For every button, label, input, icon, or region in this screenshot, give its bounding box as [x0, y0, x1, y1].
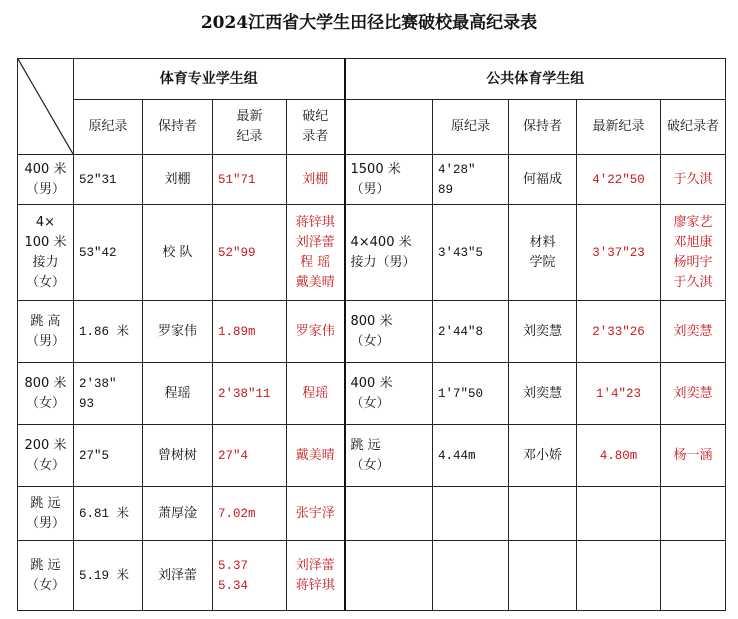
event-cell: 跳 远 （女） [18, 541, 74, 611]
breaker-cell: 张宇泽 [287, 487, 345, 541]
latest-record-cell [577, 487, 661, 541]
original-record-cell: 1′7″50 [433, 363, 509, 425]
col-header-original-record: 原纪录 [74, 100, 143, 155]
holder-cell: 校 队 [143, 205, 213, 301]
holder-cell: 曾树树 [143, 425, 213, 487]
holder-cell: 刘奕慧 [509, 363, 577, 425]
diagonal-header-cell [18, 59, 74, 155]
original-record-cell: 27″5 [74, 425, 143, 487]
breaker-cell: 杨一涵 [661, 425, 726, 487]
holder-cell: 刘棚 [143, 155, 213, 205]
latest-record-cell: 51″71 [213, 155, 287, 205]
col-header-latest-record: 最新 纪录 [213, 100, 287, 155]
page-title: 2024江西省大学生田径比赛破校最高纪录表 [200, 13, 538, 33]
breaker-cell: 刘棚 [287, 155, 345, 205]
latest-record-cell: 4.80m [577, 425, 661, 487]
holder-cell: 萧厚淦 [143, 487, 213, 541]
col-header-original-record: 原纪录 [433, 100, 509, 155]
breaker-cell: 刘奕慧 [661, 301, 726, 363]
group-header-public: 公共体育学生组 [345, 59, 726, 100]
original-record-cell [433, 541, 509, 611]
event-cell: 800 米 （女） [18, 363, 74, 425]
holder-cell: 程瑶 [143, 363, 213, 425]
breaker-cell: 罗家伟 [287, 301, 345, 363]
holder-cell [509, 541, 577, 611]
breaker-cell [661, 487, 726, 541]
group-header-professional: 体育专业学生组 [74, 59, 345, 100]
breaker-cell: 程瑶 [287, 363, 345, 425]
latest-record-cell: 52″99 [213, 205, 287, 301]
event-cell [345, 487, 433, 541]
holder-cell: 刘泽蕾 [143, 541, 213, 611]
event-cell: 4×400 米 接力（男） [345, 205, 433, 301]
holder-cell [509, 487, 577, 541]
latest-record-cell: 1.89m [213, 301, 287, 363]
table-row [18, 301, 726, 363]
holder-cell: 何福成 [509, 155, 577, 205]
col-header-event [345, 100, 433, 155]
event-cell: 400 米 （女） [345, 363, 433, 425]
event-cell: 跳 远 （女） [345, 425, 433, 487]
diagonal-line-icon [18, 59, 73, 154]
event-cell: 跳 高 （男） [18, 301, 74, 363]
original-record-cell: 2′44″8 [433, 301, 509, 363]
original-record-cell: 3′43″5 [433, 205, 509, 301]
latest-record-cell: 4′22″50 [577, 155, 661, 205]
breaker-cell: 刘泽蕾 蒋锌琪 [287, 541, 345, 611]
col-header-latest-record: 最新纪录 [577, 100, 661, 155]
table-row [18, 155, 726, 205]
table-row [18, 541, 726, 611]
event-cell [345, 541, 433, 611]
breaker-cell: 戴美晴 [287, 425, 345, 487]
original-record-cell: 52″31 [74, 155, 143, 205]
latest-record-cell: 5.37 5.34 [213, 541, 287, 611]
col-header-holder: 保持者 [143, 100, 213, 155]
holder-cell: 刘奕慧 [509, 301, 577, 363]
original-record-cell: 4.44m [433, 425, 509, 487]
col-header-holder: 保持者 [509, 100, 577, 155]
event-cell: 1500 米 （男） [345, 155, 433, 205]
latest-record-cell [577, 541, 661, 611]
holder-cell: 邓小娇 [509, 425, 577, 487]
breaker-cell [661, 541, 726, 611]
holder-cell: 材料 学院 [509, 205, 577, 301]
table-row [18, 205, 726, 301]
original-record-cell [433, 487, 509, 541]
original-record-cell: 1.86 米 [74, 301, 143, 363]
event-cell: 4× 100 米 接力 （女） [18, 205, 74, 301]
event-cell: 跳 远 （男） [18, 487, 74, 541]
table-row [18, 363, 726, 425]
breaker-cell: 刘奕慧 [661, 363, 726, 425]
original-record-cell: 2′38″ 93 [74, 363, 143, 425]
latest-record-cell: 2′33″26 [577, 301, 661, 363]
latest-record-cell: 3′37″23 [577, 205, 661, 301]
table-row [18, 425, 726, 487]
event-cell: 200 米 （女） [18, 425, 74, 487]
table-row [18, 487, 726, 541]
records-table [17, 58, 726, 611]
latest-record-cell: 7.02m [213, 487, 287, 541]
original-record-cell: 4′28″ 89 [433, 155, 509, 205]
original-record-cell: 5.19 米 [74, 541, 143, 611]
col-header-breaker: 破纪 录者 [287, 100, 345, 155]
breaker-cell: 廖家艺 邓旭康 杨明宇 于久淇 [661, 205, 726, 301]
col-header-breaker: 破纪录者 [661, 100, 726, 155]
latest-record-cell: 2′38″11 [213, 363, 287, 425]
original-record-cell: 53″42 [74, 205, 143, 301]
breaker-cell: 蒋锌琪 刘泽蕾 程 瑶 戴美晴 [287, 205, 345, 301]
holder-cell: 罗家伟 [143, 301, 213, 363]
latest-record-cell: 27″4 [213, 425, 287, 487]
breaker-cell: 于久淇 [661, 155, 726, 205]
latest-record-cell: 1′4″23 [577, 363, 661, 425]
event-cell: 800 米 （女） [345, 301, 433, 363]
original-record-cell: 6.81 米 [74, 487, 143, 541]
event-cell: 400 米 （男） [18, 155, 74, 205]
